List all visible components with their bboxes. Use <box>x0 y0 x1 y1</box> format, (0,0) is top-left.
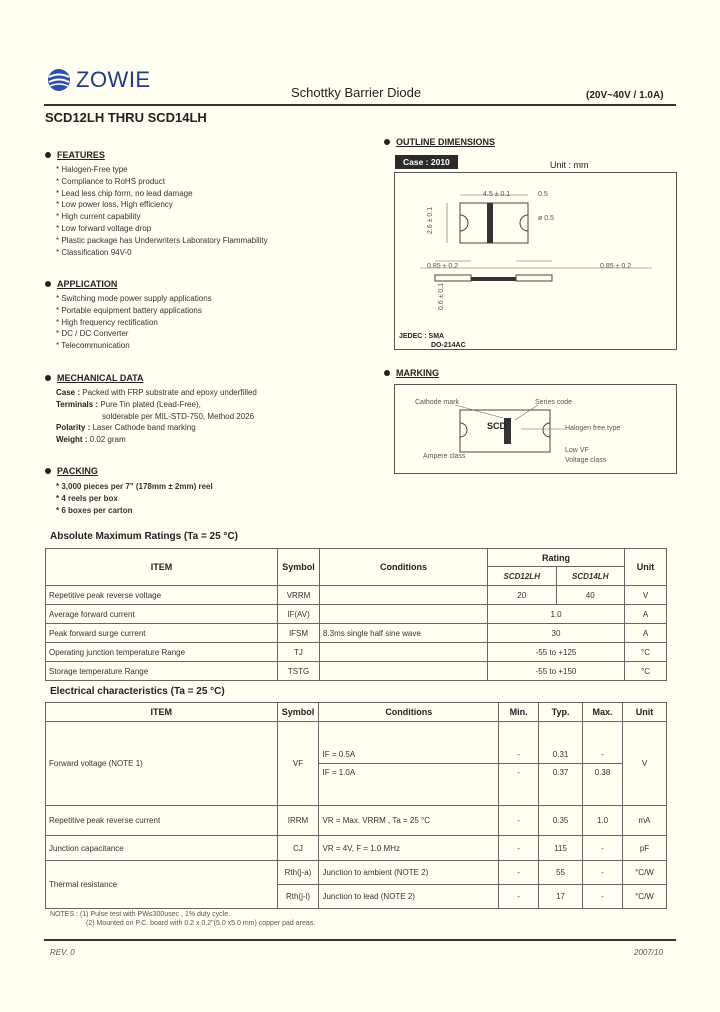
list-item: * Halogen-Free type <box>56 164 268 176</box>
header-divider <box>44 104 676 106</box>
outline-heading: OUTLINE DIMENSIONS <box>384 137 495 147</box>
table-row: Repetitive peak reverse current IRRM VR = Max. VRRM , Ta = 25 °C - 0.35 1.0 mA <box>46 806 667 836</box>
elec-table: ITEM Symbol Conditions Min. Typ. Max. Unit Forward voltage (NOTE 1) VF IF = 0.5A - 0.31 - V IF = 1.0A - 0.37 0.38 Repetitive peak reverse current IRRM VR = Max. VRRM , Ta = 25 °C - 0.35 1.0 mA Junction capacitance CJ VR = 4V, F = 1.0 MHz - 115 - pF Thermal resistance Rth(j-a) Junction to ambient (NOTE 2) - 55 - °C/W Rth(j-l) Junction to lead (NOTE 2) - 17 - °C/W <box>45 702 667 909</box>
table-row: IF = 1.0A - 0.37 0.38 <box>46 764 667 806</box>
list-item: * High frequency rectification <box>56 317 212 329</box>
dim-dia: ø 0.5 <box>538 215 554 222</box>
marking-drawing <box>394 384 677 474</box>
note-1: NOTES : (1) Pulse test with PW≤300usec , 1% duty cycle. <box>50 911 231 918</box>
jedec-package: DO-214AC <box>431 342 466 349</box>
list-item: * DC / DC Converter <box>56 328 212 340</box>
table-row: Forward voltage (NOTE 1) VF IF = 0.5A - 0.31 - V <box>46 722 667 764</box>
date: 2007/10 <box>634 948 663 957</box>
note-2: (2) Mounted on P.C. board with 0.2 x 0.2"(5.0 x5.0 mm) copper pad areas. <box>86 920 316 927</box>
list-item: * 3,000 pieces per 7" (178mm ± 2mm) reel <box>56 481 213 493</box>
list-item: * Portable equipment battery applications <box>56 305 212 317</box>
brand-logo <box>47 67 151 93</box>
list-item: * High current capability <box>56 211 268 223</box>
table-row: Average forward current IF(AV) 1.0 A <box>46 605 667 624</box>
abs-max-title: Absolute Maximum Ratings (Ta = 25 °C) <box>50 531 239 542</box>
package-outline-svg <box>395 173 678 351</box>
list-item: * 4 reels per box <box>56 493 213 505</box>
doc-type: Schottky Barrier Diode <box>291 85 422 100</box>
list-item: * Classification 94V-0 <box>56 247 268 259</box>
elec-title: Electrical characteristics (Ta = 25 °C) <box>50 686 225 697</box>
marking-series: Series code <box>535 399 572 406</box>
marking-halogen: Halogen free type <box>565 425 621 432</box>
marking-low-vf: Low VF <box>565 447 589 454</box>
marking-voltage: Voltage class <box>565 457 607 464</box>
application-heading: APPLICATION <box>45 279 117 289</box>
list-item: * Switching mode power supply applications <box>56 293 212 305</box>
brand-name: ZOWIE <box>76 67 151 92</box>
jedec-label: JEDEC : SMA <box>399 333 445 340</box>
marking-cathode: Cathode mark <box>415 399 459 406</box>
table-row: Operating junction temperature Range TJ -55 to +125 °C <box>46 643 667 662</box>
marking-amp: Ampere class <box>423 453 466 460</box>
list-item: * Low forward voltage drop <box>56 223 268 235</box>
table-row: Thermal resistance Rth(j-a) Junction to ambient (NOTE 2) - 55 - °C/W <box>46 861 667 885</box>
part-range: SCD12LH THRU SCD14LH <box>45 110 207 125</box>
table-row: Repetitive peak reverse voltage VRRM 20 40 V <box>46 586 667 605</box>
packing-heading: PACKING <box>45 466 98 476</box>
marking-code: SCD <box>487 421 507 431</box>
table-row: Rth(j-l) Junction to lead (NOTE 2) - 17 - °C/W <box>46 885 667 909</box>
list-item: * Telecommunication <box>56 340 212 352</box>
table-row: Storage temperature Range TSTG -55 to +150 °C <box>46 662 667 681</box>
packing-list <box>56 481 213 516</box>
list-item: * Low power loss, High efficiency <box>56 199 268 211</box>
mechanical-data: Case : Packed with FRP substrate and epoxy underfilled Terminals : Pure Tin plated (Lead-Free), solderable per MIL-STD-750, Method 2026 Polarity : Laser Cathode band marking Weight : 0.02 gram <box>56 388 257 445</box>
abs-max-table: ITEM Symbol Conditions Rating Unit SCD12LH SCD14LH Repetitive peak reverse voltage VRRM 20 40 V Average forward current IF(AV) 1.0 A Peak forward surge current IFSM 8.3ms single half sine wave 30 A Operating junction temperature Range TJ -55 to +125 °C Storage temperature Range TSTG -55 to +150 °C <box>45 548 667 681</box>
dim-width: 2.6 ± 0.1 <box>427 206 435 235</box>
mechanical-heading: MECHANICAL DATA <box>45 373 144 383</box>
application-list <box>56 293 212 352</box>
list-item: * Compliance to RoHS product <box>56 176 268 188</box>
unit-label: Unit : mm <box>550 160 589 170</box>
dim-pad-right: 0.85 ± 0.2 <box>600 263 632 270</box>
dim-pad-left: 0.85 ± 0.2 <box>427 263 459 270</box>
case-label: Case : 2010 <box>395 155 458 169</box>
features-list <box>56 164 268 258</box>
dim-length: 4.5 ± 0.1 <box>483 191 511 198</box>
table-row: Peak forward surge current IFSM 8.3ms single half sine wave 30 A <box>46 624 667 643</box>
list-item: * 6 boxes per carton <box>56 505 213 517</box>
features-heading: FEATURES <box>45 150 105 160</box>
revision: REV. 0 <box>50 948 75 957</box>
list-item: * Plastic package has Underwriters Laboratory Flammability <box>56 235 268 247</box>
outline-drawing <box>394 172 677 350</box>
dim-height: 0.6 ± 0.1 <box>438 282 446 311</box>
marking-heading: MARKING <box>384 368 439 378</box>
zowie-globe-icon <box>47 68 71 92</box>
rating-range: (20V~40V / 1.0A) <box>586 90 664 101</box>
table-row: Junction capacitance CJ VR = 4V, F = 1.0 MHz - 115 - pF <box>46 836 667 861</box>
footer-divider <box>44 939 676 941</box>
list-item: * Lead less chip form, no lead damage <box>56 188 268 200</box>
dim-band: 0.5 <box>538 191 548 198</box>
